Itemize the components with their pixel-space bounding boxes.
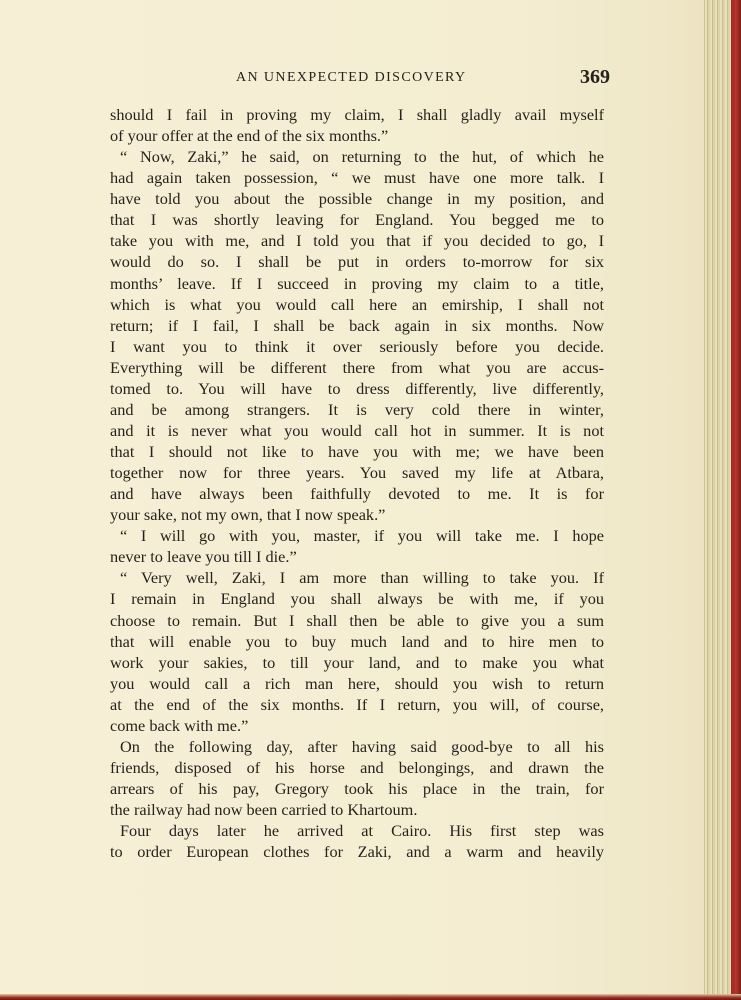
text-line: I remain in England you shall always be with me, if you xyxy=(110,589,604,609)
text-line: return; if I fail, I shall be back again in six months. Now xyxy=(110,315,604,335)
body-text xyxy=(110,104,604,862)
text-line: “ Now, Zaki,” he said, on returning to the hut, of which he xyxy=(120,147,604,167)
text-line: and have always been faithfully devoted to me. It is for xyxy=(110,484,604,504)
text-line: months’ leave. If I succeed in proving my claim to a title, xyxy=(110,273,604,293)
book-cover-edge xyxy=(731,0,741,1000)
text-line: that I was shortly leaving for England. You begged me to xyxy=(110,210,604,230)
text-line: you would call a rich man here, should you wish to return xyxy=(110,673,604,693)
text-line: tomed to. You will have to dress differently, live differently, xyxy=(110,378,604,398)
text-line: that I should not like to have you with me; we have been xyxy=(110,442,604,461)
text-line: should I fail in proving my claim, I shall gladly avail myself xyxy=(110,105,604,124)
book-bottom-edge xyxy=(0,994,741,1000)
text-line: together now for three years. You saved my life at Atbara, xyxy=(110,463,604,483)
text-line: arrears of his pay, Gregory took his place in the train, for xyxy=(110,779,604,798)
text-line: would do so. I shall be put in orders to-morrow for six xyxy=(110,252,604,272)
text-line: the railway had now been carried to Khartoum. xyxy=(110,800,418,820)
text-line: I want you to think it over seriously before you decide. xyxy=(110,336,604,356)
text-line: take you with me, and I told you that if you decided to go, I xyxy=(110,231,604,251)
text-line: had again taken possession, “ we must have one more talk. I xyxy=(110,168,604,188)
page-number: 369 xyxy=(580,66,610,88)
text-line: “ I will go with you, master, if you will take me. I hope xyxy=(120,526,604,546)
text-line: and be among strangers. It is very cold there in winter, xyxy=(110,399,604,419)
text-line: to order European clothes for Zaki, and a warm and heavily xyxy=(110,842,604,862)
text-line: which is what you would call here an emirship, I shall not xyxy=(110,294,604,314)
text-line: come back with me.” xyxy=(110,715,249,735)
text-line: “ Very well, Zaki, I am more than willing to take you. If xyxy=(120,568,604,588)
text-line: On the following day, after having said good-bye to all his xyxy=(120,736,604,756)
text-line: and it is never what you would call hot in summer. It is not xyxy=(110,420,604,440)
text-line: Four days later he arrived at Cairo. His first step was xyxy=(120,821,604,841)
text-line: at the end of the six months. If I return, you will, of course, xyxy=(110,694,604,714)
running-title: AN UNEXPECTED DISCOVERY xyxy=(236,70,467,85)
running-head xyxy=(110,66,610,90)
text-line: friends, disposed of his horse and belongings, and drawn the xyxy=(110,757,604,777)
text-line: your sake, not my own, that I now speak.” xyxy=(110,505,386,525)
text-line: never to leave you till I die.” xyxy=(110,547,297,567)
text-line: that will enable you to buy much land and to hire men to xyxy=(110,631,604,651)
text-line: choose to remain. But I shall then be able to give you a sum xyxy=(110,610,604,630)
text-line: have told you about the possible change in my position, and xyxy=(110,189,604,209)
text-line: work your sakies, to till your land, and to make you what xyxy=(110,652,604,672)
text-line: Everything will be different there from what you are accus- xyxy=(110,357,604,377)
text-line: of your offer at the end of the six months.” xyxy=(110,126,389,146)
